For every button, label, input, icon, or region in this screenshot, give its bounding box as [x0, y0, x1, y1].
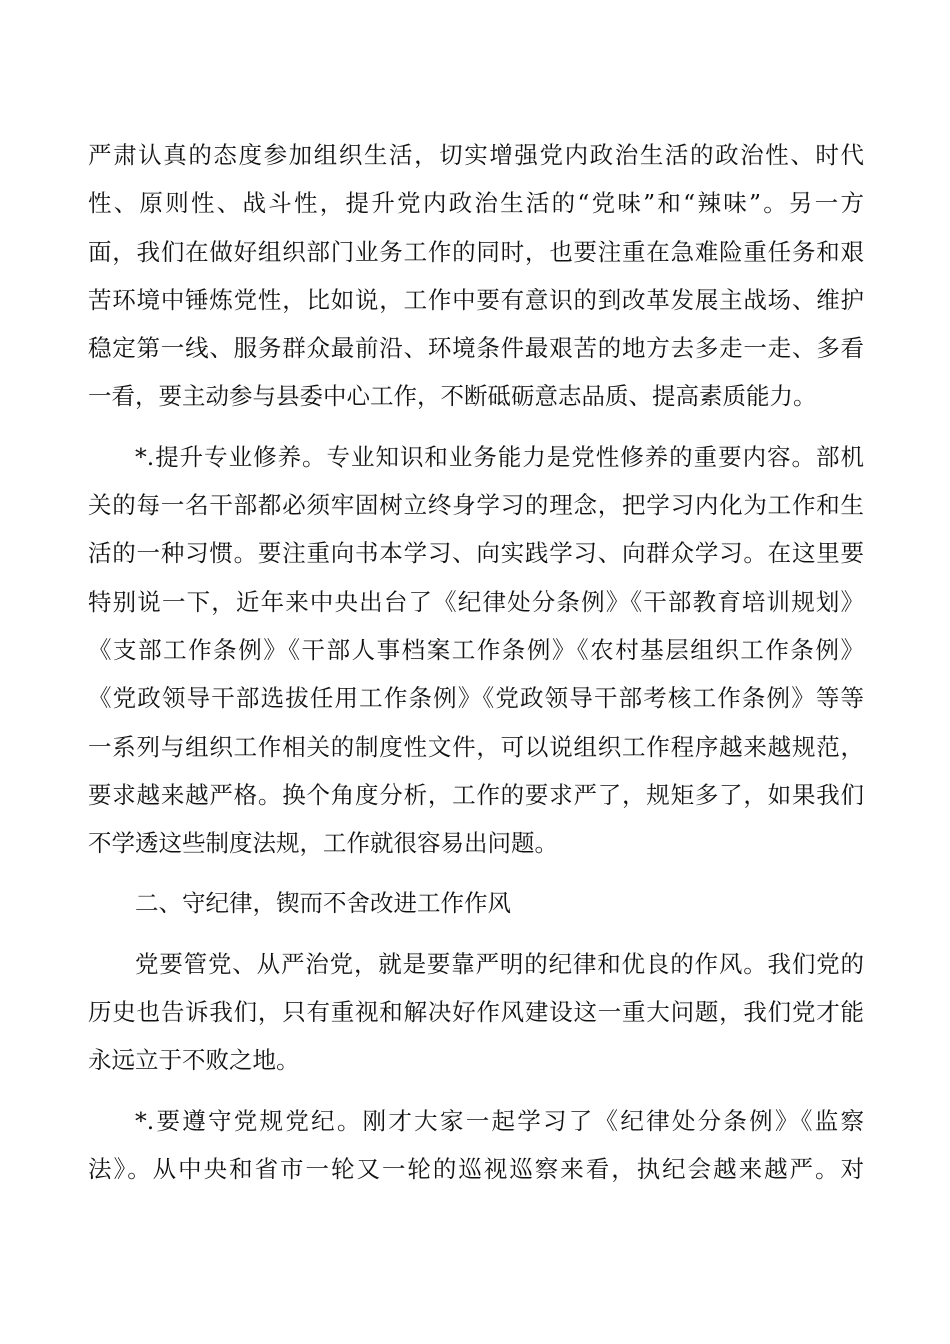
text-line: *.要遵守党规党纪。刚才大家一起学习了《纪律处分条例》《监察: [135, 1106, 864, 1135]
text-line: 严肃认真的态度参加组织生活，切实增强党内政治生活的政治性、时代: [88, 141, 864, 169]
paragraph: [88, 131, 864, 421]
text-line: 一系列与组织工作相关的制度性文件，可以说组织工作程序越来越规范，: [88, 732, 864, 761]
paragraph-gap: [88, 928, 864, 940]
paragraph: [88, 940, 864, 1085]
document-body: [88, 131, 864, 1193]
text-line: 永远立于不败之地。: [88, 1046, 300, 1075]
text-line: 特别说一下，近年来中央出台了《纪律处分条例》《干部教育培训规划》: [88, 587, 864, 616]
section-heading: [88, 879, 864, 927]
text-line: 不学透这些制度法规，工作就很容易出问题。: [88, 829, 558, 858]
text-line: 一看，要主动参与县委中心工作，不断砥砺意志品质、提高素质能力。: [88, 382, 817, 411]
paragraph-gap: [88, 867, 864, 879]
text-line: 法》。从中央和省市一轮又一轮的巡视巡察来看，执纪会越来越严。对: [88, 1154, 864, 1183]
text-line: 关的每一名干部都必须牢固树立终身学习的理念，把学习内化为工作和生: [88, 491, 864, 520]
text-line: 二、守纪律，锲而不舍改进工作作风: [135, 889, 511, 918]
text-line: 党要管党、从严治党，就是要靠严明的纪律和优良的作风。我们党的: [135, 949, 864, 978]
text-line: 《党政领导干部选拔任用工作条例》《党政领导干部考核工作条例》等等: [88, 684, 864, 713]
text-line: 稳定第一线、服务群众最前沿、环境条件最艰苦的地方去多走一走、多看: [88, 334, 864, 363]
text-line: 苦环境中锤炼党性，比如说，工作中要有意识的到改革发展主战场、维护: [88, 285, 864, 314]
paragraph: [88, 1097, 864, 1194]
paragraph: [88, 433, 864, 868]
paragraph-gap: [88, 421, 864, 433]
paragraph-gap: [88, 1085, 864, 1097]
text-line: 性、原则性、战斗性，提升党内政治生活的“党味”和“辣味”。另一方: [88, 189, 864, 218]
text-line: 历史也告诉我们，只有重视和解决好作风建设这一重大问题，我们党才能: [88, 998, 864, 1027]
text-line: 面，我们在做好组织部门业务工作的同时，也要注重在急难险重任务和艰: [88, 237, 864, 266]
text-line: 《支部工作条例》《干部人事档案工作条例》《农村基层组织工作条例》: [88, 635, 864, 664]
text-line: *.提升专业修养。专业知识和业务能力是党性修养的重要内容。部机: [135, 442, 864, 471]
text-line: 活的一种习惯。要注重向书本学习、向实践学习、向群众学习。在这里要: [88, 539, 864, 568]
text-line: 要求越来越严格。换个角度分析，工作的要求严了，规矩多了，如果我们: [88, 780, 864, 809]
